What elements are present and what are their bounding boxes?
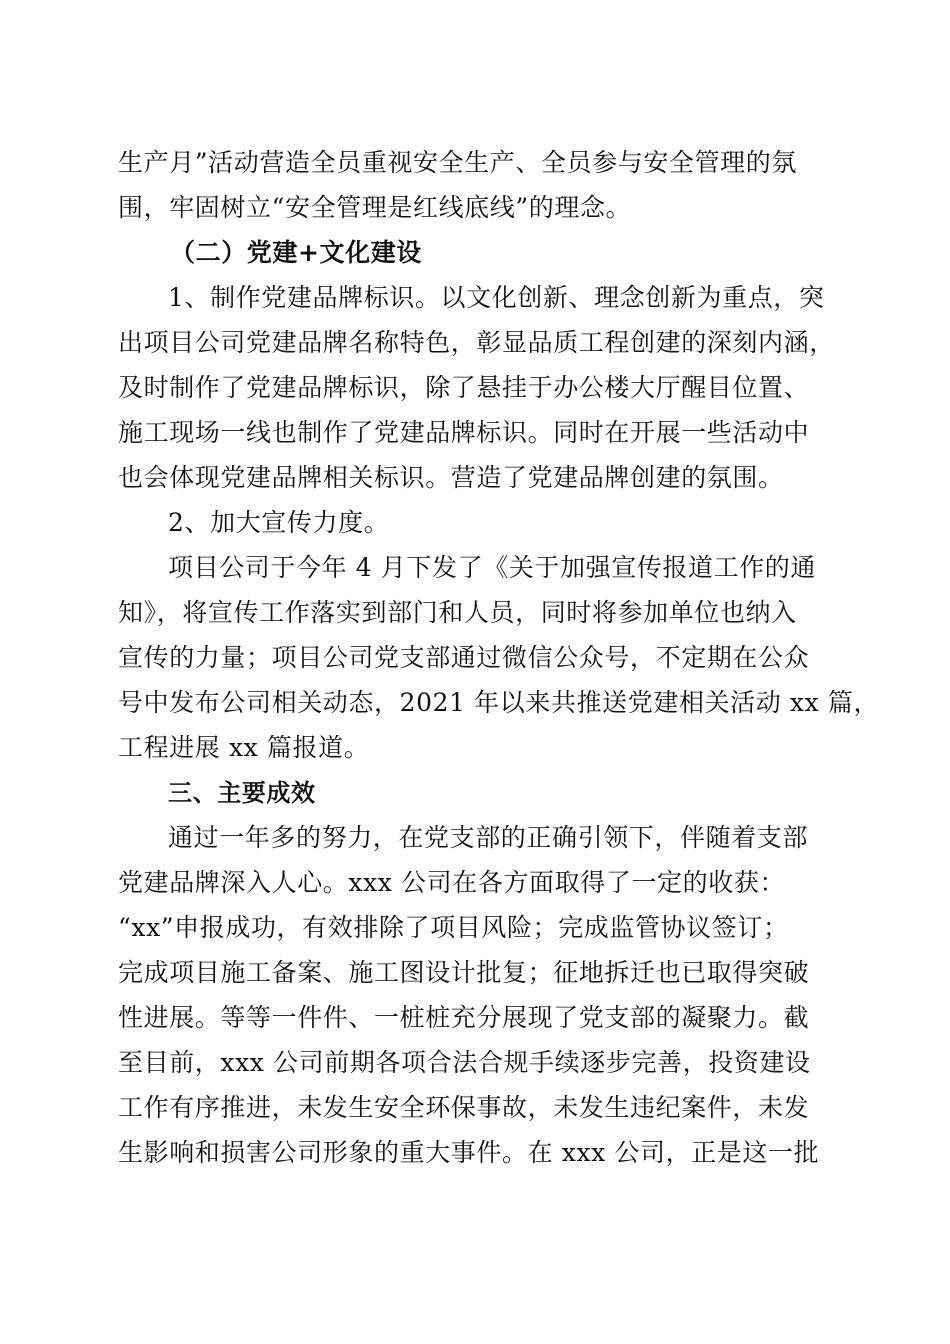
section-heading: 三、主要成效 — [168, 779, 316, 807]
paragraph-line: 宣传的力量；项目公司党支部通过微信公众号，不定期在公众 — [118, 643, 810, 672]
paragraph-line: 知》，将宣传工作落实到部门和人员，同时将参加单位也纳入 — [118, 598, 797, 627]
paragraph-line: 工作有序推进，未发生安全环保事故，未发生违纪案件，未发 — [118, 1093, 810, 1122]
paragraph-line: 工程进展 xx 篇报道。 — [118, 733, 370, 762]
paragraph-line: 出项目公司党建品牌名称特色，彰显品质工程创建的深刻内涵， — [118, 328, 835, 357]
section-subheading: （二）党建+文化建设 — [170, 238, 422, 267]
paragraph-line: 及时制作了党建品牌标识，除了悬挂于办公楼大厅醒目位置、 — [118, 373, 810, 402]
paragraph-line: 性进展。等等一件件、一桩桩充分展现了党支部的凝聚力。截 — [118, 1003, 810, 1032]
paragraph-line: 2、加大宣传力度。 — [168, 508, 390, 537]
paragraph-line: “xx”申报成功，有效排除了项目风险；完成监管协议签订； — [118, 913, 789, 942]
paragraph-line: 通过一年多的努力，在党支部的正确引领下，伴随着支部 — [168, 823, 809, 852]
paragraph-line: 围，牢固树立“安全管理是红线底线”的理念。 — [118, 193, 632, 222]
paragraph-line: 项目公司于今年 4 月下发了《关于加强宣传报道工作的通 — [168, 553, 817, 582]
paragraph-line: 生产月”活动营造全员重视安全生产、全员参与安全管理的氛 — [118, 148, 797, 177]
paragraph-line: 也会体现党建品牌相关标识。营造了党建品牌创建的氛围。 — [118, 463, 784, 492]
paragraph-line: 完成项目施工备案、施工图设计批复；征地拆迁也已取得突破 — [118, 958, 810, 987]
paragraph-line: 至目前，xxx 公司前期各项合法合规手续逐步完善，投资建设 — [118, 1048, 811, 1077]
paragraph-line: 生影响和损害公司形象的重大事件。在 xxx 公司，正是这一批 — [118, 1138, 820, 1167]
paragraph-line: 施工现场一线也制作了党建品牌标识。同时在开展一些活动中 — [118, 418, 810, 447]
paragraph-line: 党建品牌深入人心。xxx 公司在各方面取得了一定的收获： — [118, 868, 786, 897]
paragraph-line: 号中发布公司相关动态，2021 年以来共推送党建相关活动 xx 篇， — [118, 688, 880, 717]
paragraph-line: 1、制作党建品牌标识。以文化创新、理念创新为重点，突 — [168, 283, 825, 312]
